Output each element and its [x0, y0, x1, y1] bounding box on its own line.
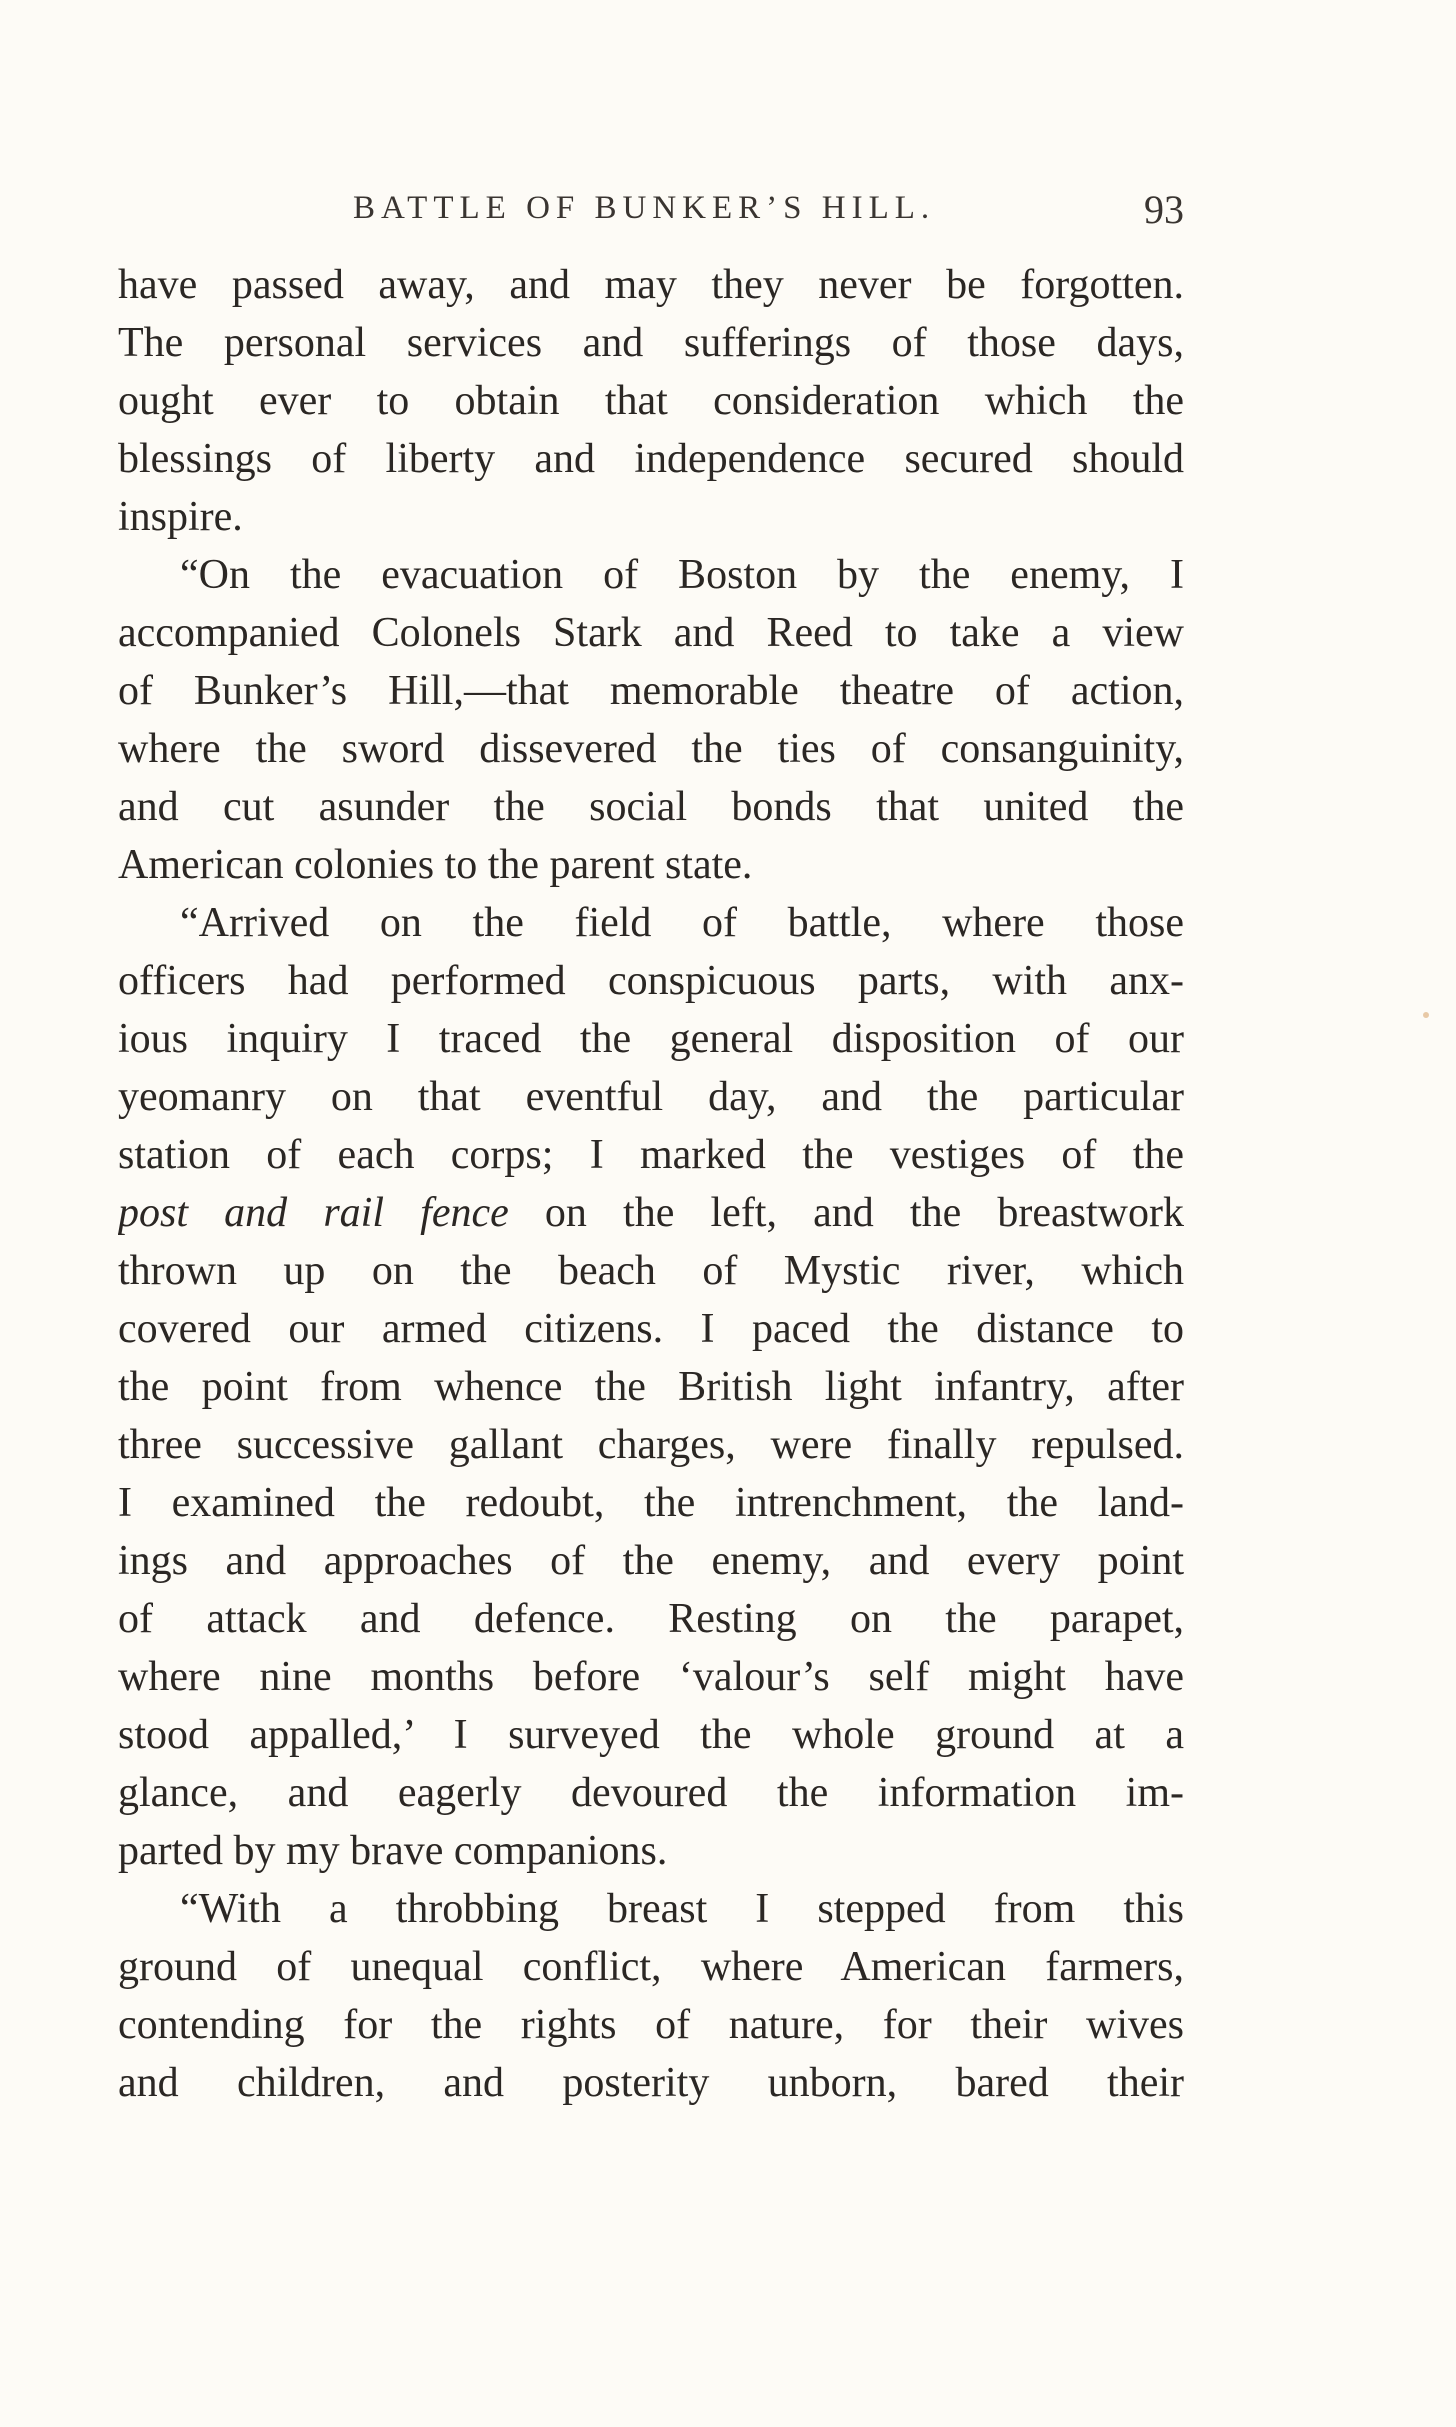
text-line: ought ever to obtain that consideration which the — [118, 378, 1184, 424]
text-line: of Bunker’s Hill,—that memorable theatre of action, — [118, 668, 1184, 714]
text-line: of attack and defence. Resting on the parapet, — [118, 1596, 1184, 1642]
text-line: I examined the redoubt, the intrenchment, the land- — [118, 1480, 1184, 1526]
text-line: contending for the rights of nature, for their wives — [118, 2002, 1184, 2048]
text-line: the point from whence the British light infantry, after — [118, 1364, 1184, 1410]
running-title: BATTLE OF BUNKER’S HILL. — [353, 190, 936, 226]
text-line: ings and approaches of the enemy, and every point — [118, 1538, 1184, 1584]
text-line: ground of unequal conflict, where American farmers, — [118, 1944, 1184, 1990]
running-head — [118, 187, 1184, 240]
text-line: thrown up on the beach of Mystic river, which — [118, 1248, 1184, 1294]
text-line: American colonies to the parent state. — [118, 842, 753, 888]
text-line: where the sword dissevered the ties of consanguinity, — [118, 726, 1184, 772]
italic-phrase: post and rail fence — [118, 1190, 509, 1236]
text-line: glance, and eagerly devoured the information im- — [118, 1770, 1184, 1816]
page-number: 93 — [1144, 187, 1184, 232]
text-line-with-italic — [118, 1184, 1184, 1242]
text-line: where nine months before ‘valour’s self might have — [118, 1654, 1184, 1700]
text-line: and children, and posterity unborn, bared their — [118, 2060, 1184, 2106]
paper-speck — [1423, 1012, 1429, 1018]
text-line: ious inquiry I traced the general disposition of our — [118, 1016, 1184, 1062]
text-line: inspire. — [118, 494, 243, 540]
text-line: “Arrived on the field of battle, where those — [180, 900, 1184, 946]
line-remainder: on the left, and the breastwork — [508, 1190, 1184, 1236]
text-line: blessings of liberty and independence secured should — [118, 436, 1184, 482]
text-line: “With a throbbing breast I stepped from this — [180, 1886, 1184, 1932]
text-line: The personal services and sufferings of those days, — [118, 320, 1184, 366]
text-line: stood appalled,’ I surveyed the whole ground at a — [118, 1712, 1184, 1758]
text-line: parted by my brave companions. — [118, 1828, 668, 1874]
text-line: station of each corps; I marked the vestiges of the — [118, 1132, 1184, 1178]
body-text — [118, 256, 1184, 2112]
text-line: accompanied Colonels Stark and Reed to take a view — [118, 610, 1184, 656]
text-line: yeomanry on that eventful day, and the particular — [118, 1074, 1184, 1120]
text-line: and cut asunder the social bonds that united the — [118, 784, 1184, 830]
text-line: “On the evacuation of Boston by the enemy, I — [180, 552, 1184, 598]
text-line: covered our armed citizens. I paced the distance to — [118, 1306, 1184, 1352]
text-line: officers had performed conspicuous parts, with anx- — [118, 958, 1184, 1004]
text-line: three successive gallant charges, were finally repulsed. — [118, 1422, 1184, 1468]
text-line: have passed away, and may they never be forgotten. — [118, 262, 1184, 308]
